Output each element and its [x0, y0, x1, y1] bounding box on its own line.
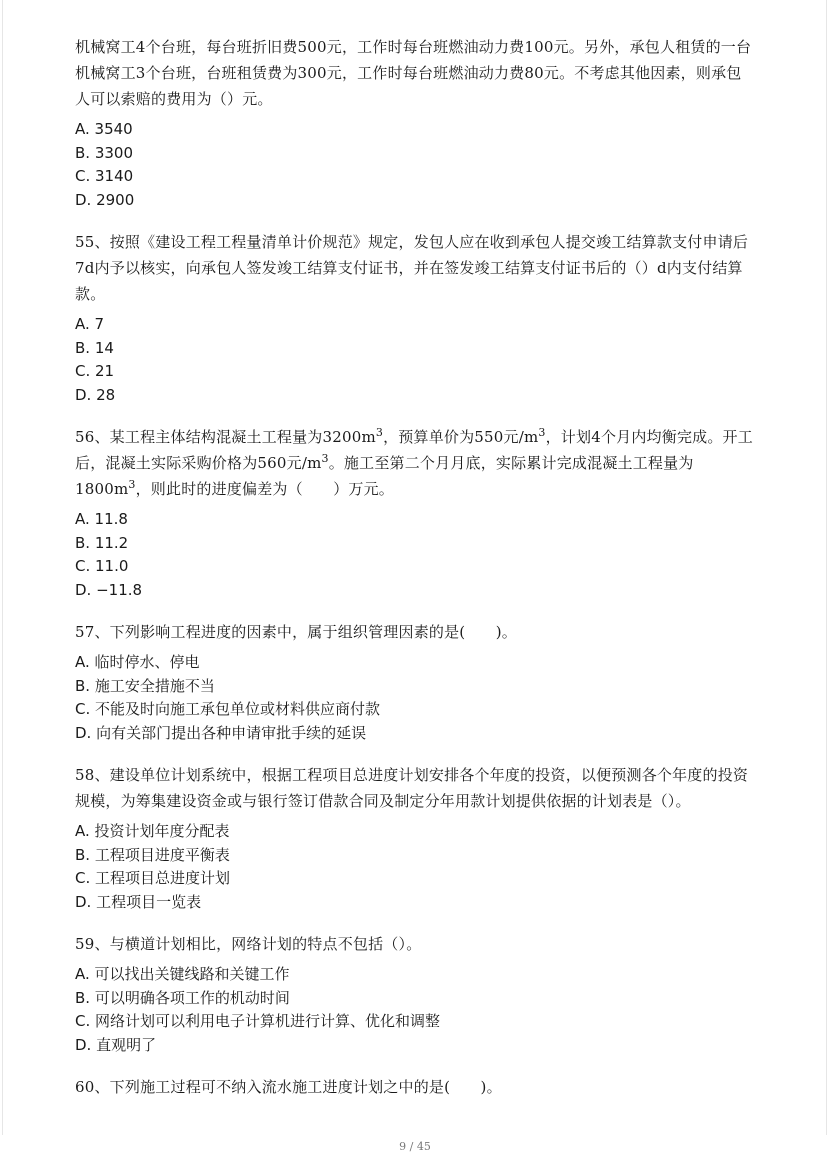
question-55	[75, 229, 755, 407]
option-b: B. 施工安全措施不当	[75, 676, 215, 695]
option-b: B. 工程项目进度平衡表	[75, 845, 230, 864]
option-a: A. 3540	[75, 120, 133, 138]
superscript: 3	[375, 426, 384, 439]
question-56	[75, 424, 755, 602]
option-c: C. 3140	[75, 167, 134, 185]
option-d: D. 工程项目一览表	[75, 892, 202, 911]
question-stem: 60、下列施工过程可不纳入流水施工进度计划之中的是( )。	[75, 1078, 502, 1096]
question-stem: 57、下列影响工程进度的因素中，属于组织管理因素的是( )。	[75, 623, 517, 641]
option-d: D. 2900	[75, 190, 135, 209]
question-stem: 55、按照《建设工程工程量清单计价规范》规定，发包人应在收到承包人提交竣工结算款支付申请后7d内予以核实，向承包人签发竣工结算支付证书，并在签发竣工结算支付证书后的（）d内支付结算款。	[75, 233, 749, 303]
option-d: D. −11.8	[75, 580, 143, 599]
question-stem: 59、与横道计划相比，网络计划的特点不包括（）。	[75, 935, 422, 953]
option-b: B. 3300	[75, 143, 134, 162]
stem-text: ，则此时的进度偏差为（ ）万元。	[135, 480, 395, 498]
question-stem	[75, 424, 755, 502]
option-a: A. 可以找出关键线路和关键工作	[75, 965, 290, 983]
question-stem: 机械窝工4个台班，每台班折旧费500元，工作时每台班燃油动力费100元。另外，承包人租赁的一台机械窝工3个台班，台班租赁费为300元，工作时每台班燃油动力费80元。不考虑其他因素，则承包人可以索赔的费用为（）元。	[75, 38, 752, 108]
question-60	[75, 1074, 755, 1100]
question-59	[75, 931, 755, 1057]
stem-text: 。施工至第二个月月底，实际累计完成混凝土工程量为1800m	[75, 454, 694, 498]
stem-text: ，预算单价为550元/m	[383, 428, 539, 446]
page-number: 9 / 45	[399, 1140, 431, 1153]
option-d: D. 向有关部门提出各种申请审批手续的延误	[75, 723, 367, 742]
question-54	[75, 34, 755, 212]
option-c: C. 网络计划可以利用电子计算机进行计算、优化和调整	[75, 1012, 441, 1030]
option-c: C. 21	[75, 362, 115, 380]
stem-text: 56、某工程主体结构混凝土工程量为3200m	[75, 428, 376, 446]
page-content	[75, 34, 755, 1117]
option-a: A. 投资计划年度分配表	[75, 822, 230, 840]
superscript: 3	[538, 426, 546, 439]
option-c: C. 11.0	[75, 557, 129, 575]
option-b: B. 14	[75, 338, 114, 357]
option-c: C. 不能及时向施工承包单位或材料供应商付款	[75, 700, 381, 718]
question-stem: 58、建设单位计划系统中，根据工程项目总进度计划安排各个年度的投资，以便预测各个年度的投资规模，为筹集建设资金或与银行签订借款合同及制定分年用款计划提供依据的计划表是（）。	[75, 766, 749, 810]
question-58	[75, 762, 755, 914]
stem-text: ，计划4个月内均衡完成。开工后，混凝土实际采购价格为560元/m	[75, 428, 753, 472]
option-a: A. 临时停水、停电	[75, 653, 200, 671]
superscript: 3	[128, 478, 136, 491]
option-d: D. 28	[75, 385, 116, 404]
question-57	[75, 619, 755, 745]
option-b: B. 11.2	[75, 533, 129, 552]
right-page-edge	[826, 0, 827, 1135]
left-page-edge	[2, 0, 3, 1135]
option-c: C. 工程项目总进度计划	[75, 869, 231, 887]
option-a: A. 11.8	[75, 510, 128, 528]
option-a: A. 7	[75, 315, 105, 333]
superscript: 3	[321, 452, 329, 465]
option-d: D. 直观明了	[75, 1035, 157, 1054]
option-b: B. 可以明确各项工作的机动时间	[75, 988, 290, 1007]
